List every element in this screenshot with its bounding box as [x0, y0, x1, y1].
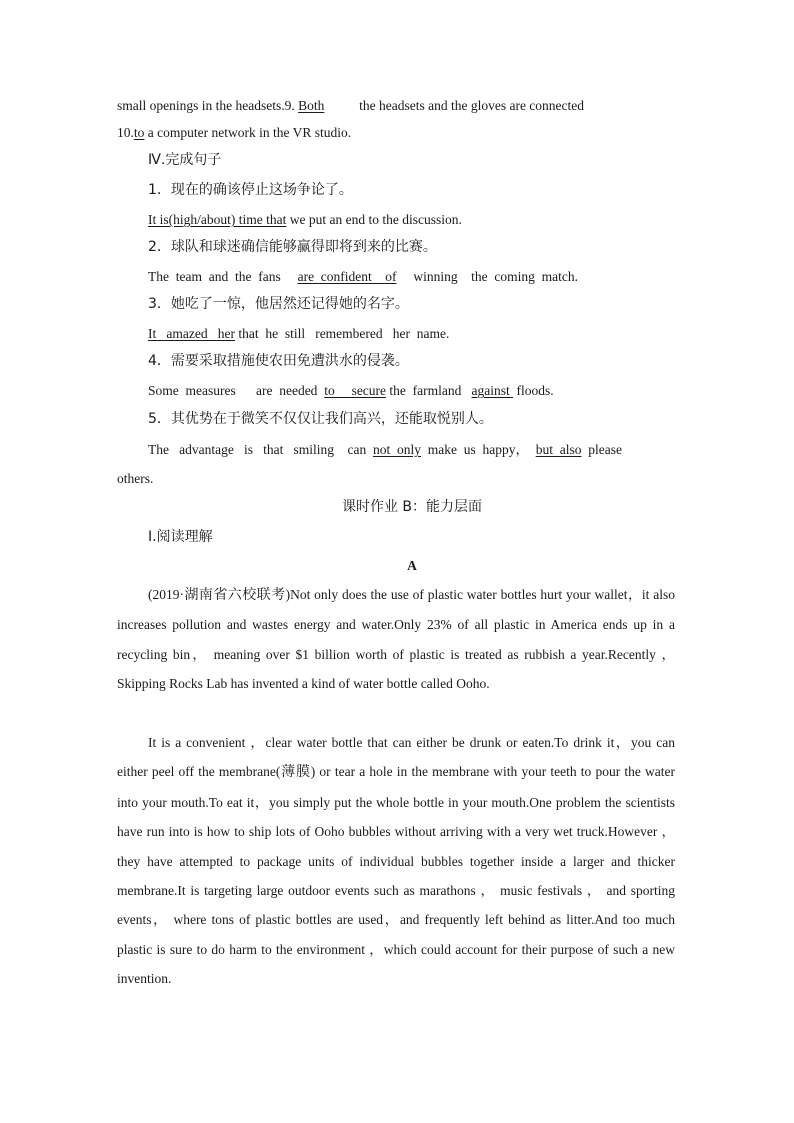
homework-title: 课时作业 B：能力层面 [341, 499, 483, 515]
answer-text: that he still remembered her name. [234, 326, 450, 341]
answer-blank: to [133, 125, 145, 140]
line-text: the headsets and the gloves are connected [359, 98, 585, 113]
answer-text: please [581, 442, 622, 457]
chinese-prompt: 1．现在的确该停止这场争论了。 [148, 182, 353, 198]
answer-text: Some measures are needed [148, 383, 325, 398]
line-text: small openings in the headsets.9. [117, 98, 295, 113]
section-heading: Ⅰ.阅读理解 [148, 529, 213, 545]
chinese-prompt: 4．需要采取措施使农田免遭洪水的侵袭。 [148, 353, 409, 369]
paragraph-text: Not only does the use of plastic water bottles hurt your wallet，it also increases pollution and wastes energy and water.Only 23% of all plastic in America ends up in a recycling bin， meaning over $1 billion worth of plastic is treated as rubbish a year.Recently ，Skipping Rocks Lab has invented a kind of water bottle called Ooho. [117, 587, 675, 692]
passage-label: A [407, 558, 417, 573]
answer-text: floods. [513, 383, 554, 398]
answer-text: The advantage is that smiling can [148, 442, 373, 457]
text-line [117, 123, 675, 143]
answer-text: The team and the fans [148, 269, 298, 284]
chinese-prompt: 5．其优势在于微笑不仅仅让我们高兴，还能取悦别人。 [148, 411, 493, 427]
english-answer [148, 381, 675, 401]
answer-text: the farmland [386, 383, 472, 398]
answer-blank: are confident of [297, 269, 397, 284]
source-label: 湖南省六校联考 [184, 587, 286, 603]
answer-text: winning the coming match. [396, 269, 579, 284]
line-text: a computer network in the VR studio. [147, 125, 352, 140]
paragraph-text: ) or tear a hole in the membrane with your teeth to pour the water into your mouth.To eat it，you simply put the whole bottle in your mouth.One problem the scientists have run into is how to ship lots of Ooho bubbles without arriving with a very wet truck.However ，they have attempted to package units of individual bubbles together inside a larger and thicker membrane.It is targeting large outdoor events such as marathons ， music festivals ， and sporting events， where tons of plastic bottles are used，and frequently left behind as litter.And too much plastic is sure to do harm to the environment ，which could account for their purpose of such a new invention. [117, 764, 675, 987]
source-prefix: (2019· [148, 587, 184, 602]
english-answer [148, 324, 675, 344]
section-heading: Ⅳ.完成句子 [148, 152, 222, 168]
answer-blank: Both [298, 98, 325, 113]
answer-blank: It amazed her [148, 326, 235, 341]
answer-text: we put an end to the discussion. [286, 212, 462, 227]
english-answer [148, 267, 675, 287]
text-line [117, 96, 675, 116]
english-answer [148, 440, 675, 460]
passage-paragraph-1: (2019·湖南省六校联考)Not only does the use of plastic water bottles hurt your wallet，it also increases pollution and wastes energy and water.Only 23% of all plastic in America ends up in a recycling bin， meaning over $1 billion worth of plastic is treated as rubbish a year.Recently ，Skipping Rocks Lab has invented a kind of water bottle called Ooho. [117, 587, 675, 692]
answer-text: make us happy， [420, 442, 536, 457]
paragraph-text: It is a convenient ，clear water bottle that can either be drunk or eaten.To drink it，you can either peel off the membrane( [117, 735, 675, 780]
english-answer [148, 210, 675, 230]
passage-paragraph-2 [117, 728, 675, 994]
chinese-prompt: 2．球队和球迷确信能够赢得即将到来的比赛。 [148, 239, 437, 255]
answer-blank: It is(high/about) time that [148, 212, 287, 227]
chinese-prompt: 3．她吃了一惊，他居然还记得她的名字。 [148, 296, 409, 312]
answer-blank: not only [372, 442, 421, 457]
answer-blank: against [471, 383, 514, 398]
answer-blank: to secure [324, 383, 387, 398]
question-number: 10. [117, 125, 134, 140]
gloss-chinese: 薄膜 [280, 764, 311, 781]
answer-blank: but also [535, 442, 582, 457]
english-answer-continued: others. [117, 471, 154, 486]
